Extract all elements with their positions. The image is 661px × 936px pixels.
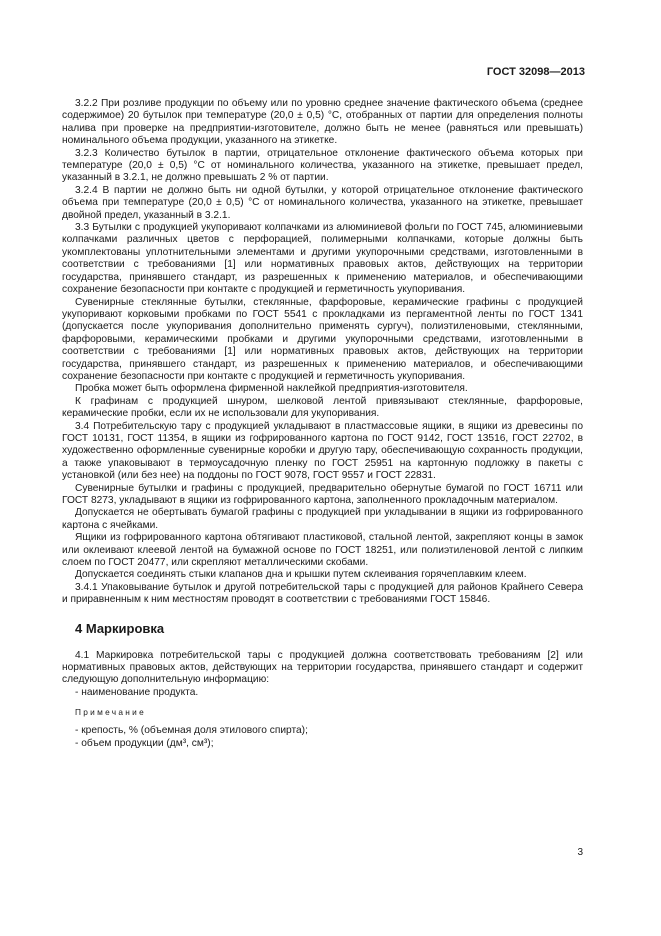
list-item-strength: - крепость, % (объемная доля этилового спирта); xyxy=(75,725,308,737)
list-item-volume: - объем продукции (дм³, см³); xyxy=(75,737,214,749)
clause-3-2-3: 3.2.3 Количество бутылок в партии, отрицательное отклонение фактического объема которых при температуре (20,0 ± 0,5) °С от номинального количества, указанного на этикетке, превышает предел, указанный в 3.2.1, не должно превышать 2 % от партии. xyxy=(62,147,583,184)
clause-3-4-1: 3.4.1 Упаковывание бутылок и другой потребительской тары с продукцией для районов Крайнего Севера и приравненным к ним местностям проводят в соответствии с требованиями ГОСТ 15846. xyxy=(62,581,583,606)
section-heading-marking: 4 Маркировка xyxy=(75,620,165,636)
paragraph-souvenir-wrapping: Сувенирные бутылки и графины с продукцией, предварительно обернутые бумагой по ГОСТ 16711 или ГОСТ 8273, укладывают в ящики из гофрированного картона, заполненного прокладочным материалом. xyxy=(62,482,583,506)
note xyxy=(62,707,583,718)
clause-4-1: 4.1 Маркировка потребительской тары с продукцией должна соответствовать требованиям [2] или нормативных правовых актов, действующих на территории государства, принявшего стандарт и содержит следующую дополнительную информацию: xyxy=(62,649,583,686)
paragraph-souvenir-bottles: Сувенирные стеклянные бутылки, стеклянные, фарфоровые, керамические графины с продукцией укупоривают корковыми пробками по ГОСТ 5541 с прокладками из пергаментной ленты по ГОСТ 1341 (допускается после укупоривания дополнительно применять сургуч), полиэтиленовыми, стеклянными, фарфоровыми, керамическими пробками и другими укупорочными средствами, изготовленными в соответствии с требованиями [1] или нормативных правовых актов, действующих на территории государства, принявшего стандарт, из разрешенных к применению материалов, и обеспечивающими сохранение безопасности при контакте с продукцией и герметичность укупоривания. xyxy=(62,296,583,382)
page-content xyxy=(62,98,583,750)
clause-3-2-4: 3.2.4 В партии не должно быть ни одной бутылки, у которой отрицательное отклонение фактического объема при температуре (20,0 ± 0,5) °С от номинального количества, указанного на этикетке, превышает двойной предел, указанный в 3.2.1. xyxy=(62,184,583,221)
document-code: ГОСТ 32098—2013 xyxy=(486,66,585,78)
note-label: Примечание xyxy=(75,707,147,718)
list-item-product-name: - наименование продукта. xyxy=(75,686,199,698)
marking-list xyxy=(62,687,583,699)
paragraph-box-strapping: Ящики из гофрированного картона обтягивают пластиковой, стальной лентой, закрепляют концы в замок или оклеивают клеевой лентой на бумажной основе по ГОСТ 18251, или полиэтиленовой лентой с липким слоем по ГОСТ 20477, или скрепляют металлическими скобами. xyxy=(62,532,583,569)
paragraph-decanters: К графинам с продукцией шнуром, шелковой лентой привязывают стеклянные, фарфоровые, керамические пробки, если их не использовали для укупоривания. xyxy=(62,395,583,420)
clause-3-2-2: 3.2.2 При розливе продукции по объему или по уровню среднее значение фактического объема (среднее содержимое) 20 бутылок при температуре (20,0 ± 0,5) °С, отобранных от партии для определения полноты налива при проверке на предприятии-изготовителе, должно быть не менее (равняться или превышать) номинального объема продукции, указанного на этикетке. xyxy=(62,98,583,147)
page-number: 3 xyxy=(577,847,583,858)
paragraph-no-wrapping: Допускается не обертывать бумагой графины с продукцией при укладывании в ящики из гофрированного картона с ячейками. xyxy=(62,507,583,531)
marking-list-continued xyxy=(62,725,583,750)
paragraph-flap-gluing: Допускается соединять стыки клапанов дна и крышки путем склеивания горячеплавким клеем. xyxy=(75,569,527,581)
clause-3-3: 3.3 Бутылки с продукцией укупоривают колпачками из алюминиевой фольги по ГОСТ 745, алюминиевыми колпачками различных цветов с перфорацией, полимерными колпачками, которые должны быть укомплектованы уплотнительными элементами и другими укупорочными средствами, изготовленными в соответствии с требованиями [1] или нормативных правовых актов, действующих на территории государства, принявшего стандарт, из разрешенных к применению материалов, и обеспечивающими сохранение безопасности при контакте с продукцией и герметичность укупоривания. xyxy=(62,222,583,296)
clause-3-4: 3.4 Потребительскую тару с продукцией укладывают в пластмассовые ящики, в ящики из древесины по ГОСТ 10131, ГОСТ 11354, в ящики из гофрированного картона по ГОСТ 9142, ГОСТ 13516, ГОСТ 22702, в художественно оформленные сувенирные коробки и другую тару, обеспечивающую сохранность продукции, а также упаковывают в термоусадочную пленку по ГОСТ 25951 на картонную подложку в пакеты с установкой (или без нее) на поддоны по ГОСТ 9078, ГОСТ 9557 и ГОСТ 22831. xyxy=(62,420,583,482)
paragraph-cork-label: Пробка может быть оформлена фирменной наклейкой предприятия-изготовителя. xyxy=(75,383,468,395)
